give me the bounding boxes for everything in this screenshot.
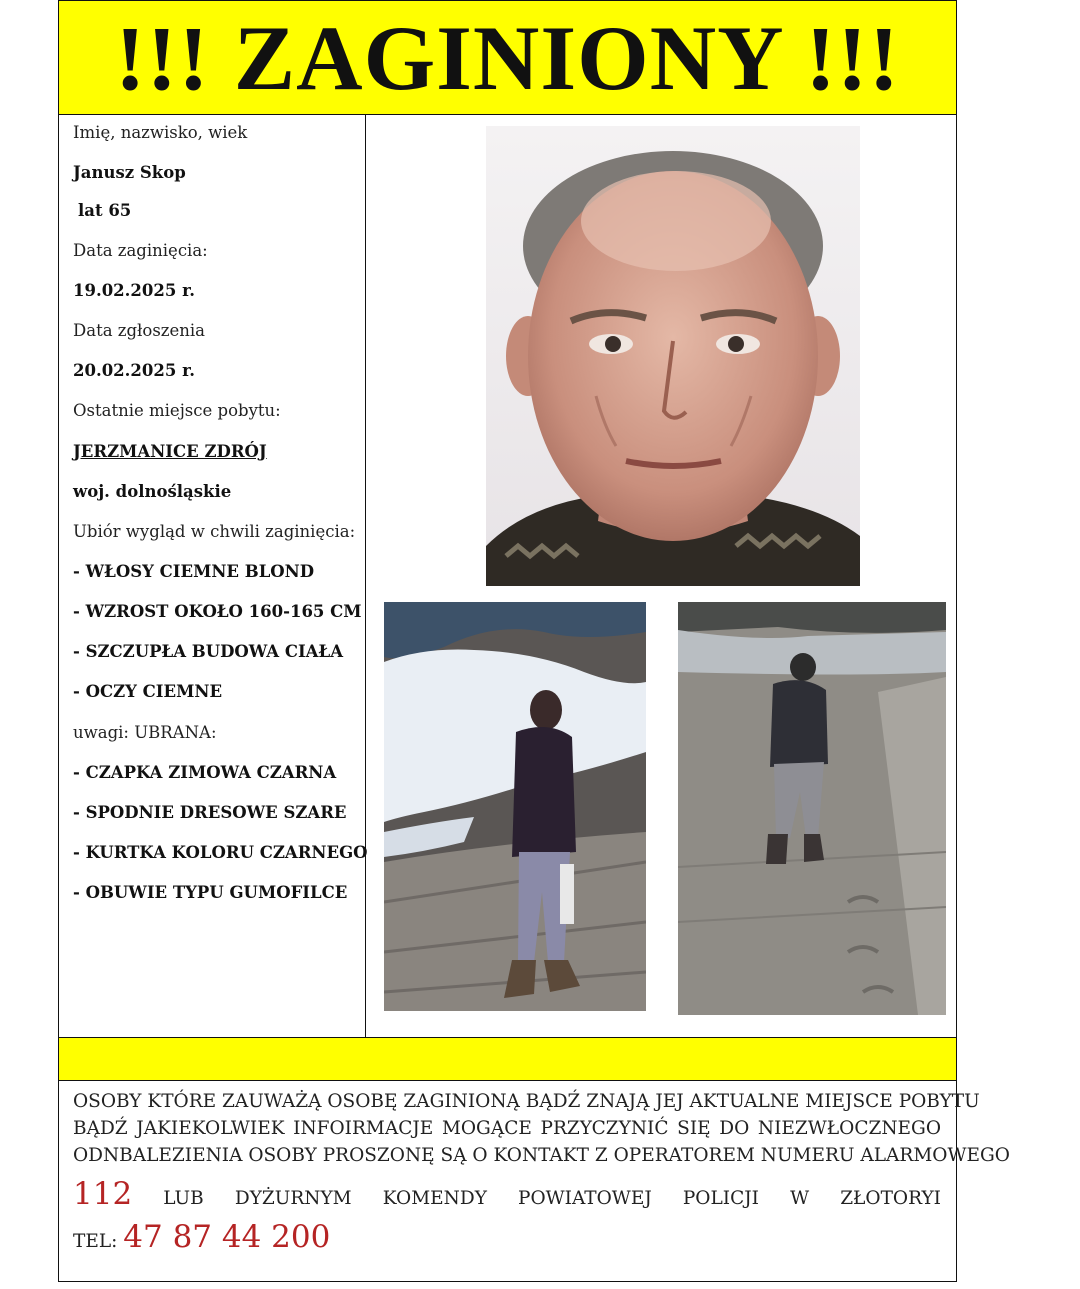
notice-word: POWIATOWEJ bbox=[518, 1188, 652, 1209]
notice-word: POLICJI bbox=[682, 1188, 759, 1209]
notice-line: OSOBY KTÓRE ZAUWAŻĄ OSOBĘ ZAGINIONĄ BĄDŹ ZNAJĄ JEJ AKTUALNE MIEJSCE POBYTU bbox=[73, 1091, 980, 1112]
remarks-label: uwagi: UBRANA: bbox=[73, 723, 217, 742]
surveillance-photo-1 bbox=[384, 602, 646, 1011]
appearance-item: - SZCZUPŁA BUDOWA CIAŁA bbox=[73, 642, 343, 661]
missing-date-label: Data zaginięcia: bbox=[73, 241, 208, 260]
appearance-item: - OCZY CIEMNE bbox=[73, 682, 223, 701]
info-column bbox=[58, 115, 366, 1037]
report-date: 20.02.2025 r. bbox=[73, 361, 196, 380]
clothing-item: - SPODNIE DRESOWE SZARE bbox=[73, 803, 347, 822]
banner-title: !!! ZAGINIONY !!! bbox=[114, 6, 901, 109]
notice-line: BĄDŹ JAKIEKOLWIEK INFOIRMACJE MOGĄCE PRZYCZYNIĆ SIĘ DO NIEZWŁOCZNEGO bbox=[73, 1118, 941, 1139]
report-date-label: Data zgłoszenia bbox=[73, 321, 205, 340]
tel-label: TEL: bbox=[73, 1231, 118, 1252]
last-place: JERZMANICE ZDRÓJ bbox=[73, 442, 267, 461]
last-place-label: Ostatnie miejsce pobytu: bbox=[73, 401, 281, 420]
person-name: Janusz Skop bbox=[73, 163, 186, 182]
notice-word: DYŻURNYM bbox=[234, 1188, 352, 1209]
appearance-item: - WŁOSY CIEMNE BLOND bbox=[73, 562, 315, 581]
clothing-item: - KURTKA KOLORU CZARNEGO bbox=[73, 843, 368, 862]
notice-word: KOMENDY bbox=[382, 1188, 487, 1209]
surveillance-photo-2 bbox=[678, 602, 946, 1015]
telephone-line bbox=[73, 1219, 941, 1255]
clothing-item: - CZAPKA ZIMOWA CZARNA bbox=[73, 763, 337, 782]
notice-word: ZŁOTORYI bbox=[840, 1188, 941, 1209]
right-border bbox=[956, 115, 957, 1037]
appearance-item: - WZROST OKOŁO 160-165 CM bbox=[73, 602, 362, 621]
emergency-number: 112 bbox=[73, 1176, 133, 1212]
notice-line-4 bbox=[73, 1176, 941, 1212]
appearance-label: Ubiór wygląd w chwili zaginięcia: bbox=[73, 522, 356, 541]
portrait-photo bbox=[486, 126, 860, 586]
yellow-strip bbox=[58, 1037, 957, 1081]
missing-banner bbox=[58, 0, 957, 115]
missing-date: 19.02.2025 r. bbox=[73, 281, 196, 300]
notice-line: ODNBALEZIENIA OSOBY PROSZONĘ SĄ O KONTAKT Z OPERATOREM NUMERU ALARMOWEGO bbox=[73, 1145, 1010, 1166]
notice-word: W bbox=[790, 1188, 810, 1209]
tel-number: 47 87 44 200 bbox=[123, 1219, 331, 1255]
notice-word: LUB bbox=[163, 1188, 204, 1209]
region: woj. dolnośląskie bbox=[73, 482, 232, 501]
name-label: Imię, nazwisko, wiek bbox=[73, 123, 248, 142]
person-age: lat 65 bbox=[78, 201, 132, 220]
contact-notice bbox=[58, 1081, 1010, 1282]
clothing-item: - OBUWIE TYPU GUMOFILCE bbox=[73, 883, 348, 902]
